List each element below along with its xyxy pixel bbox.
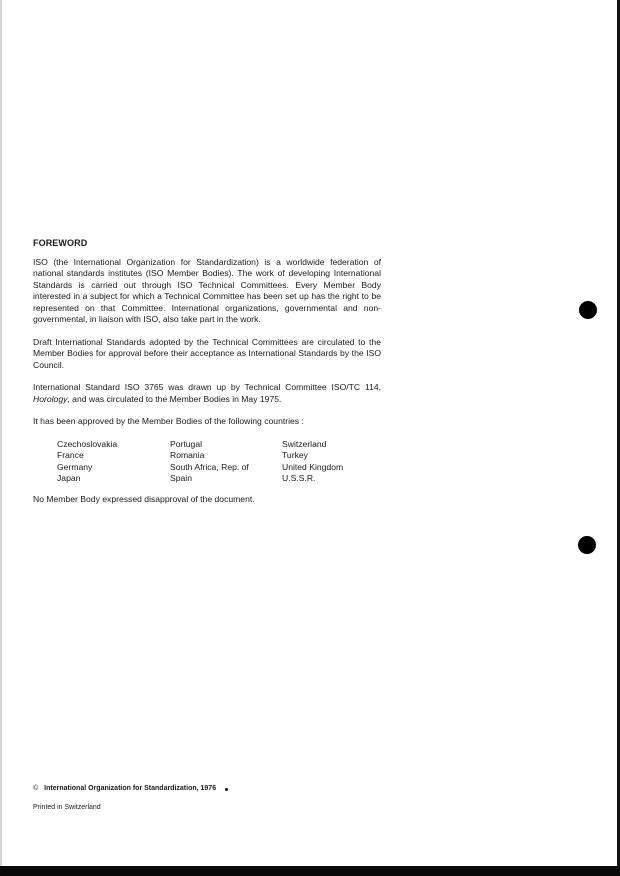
country: Czechoslovakia xyxy=(57,438,118,449)
country: Japan xyxy=(57,473,81,483)
committee-name: Horology xyxy=(33,393,68,404)
country: France xyxy=(57,450,84,460)
punch-hole-icon xyxy=(578,536,596,554)
copyright-text: International Organization for Standardization, 1976 xyxy=(44,785,217,792)
country: Portugal xyxy=(170,438,203,449)
copyright-icon: © xyxy=(33,785,39,792)
countries-list xyxy=(57,439,381,485)
foreword-section xyxy=(33,238,381,516)
bullet-dot-icon xyxy=(225,788,228,791)
paragraph-iso-intro: ISO (the International Organization for Standardization) is a worldwide federation of national standards institutes (ISO Member Bodies). The work of developing International Standards is carried out through ISO Technical Committees. Every Member Body interested in a subject for which a Technical Committee has been set up has the right to be represented on that Committee. International organizations, governmental and non-governmental, in liaison with ISO, also take part in the work. xyxy=(33,256,381,324)
paragraph-disapproval-note: No Member Body expressed disapproval of the document. xyxy=(33,493,255,504)
page-left-edge xyxy=(0,0,2,866)
punch-hole-icon xyxy=(579,301,597,319)
country: Germany xyxy=(57,461,93,472)
standard-text-before: International Standard ISO 3765 was drawn up by Technical Committee ISO/TC 114, xyxy=(33,382,381,392)
country: United Kingdom xyxy=(282,461,344,472)
country: Switzerland xyxy=(282,438,327,449)
paragraph-standard-origin xyxy=(33,382,381,405)
country: South Africa, Rep. of xyxy=(170,461,249,472)
standard-text-after: , and was circulated to the Member Bodies in May 1975. xyxy=(67,393,282,404)
paragraph-draft-standards: Draft International Standards adopted by the Technical Committees are circulated to the Member Bodies for approval before their acceptance as International Standards by the ISO Council. xyxy=(33,336,381,370)
copyright-line xyxy=(33,784,228,794)
paragraph-approval-intro: It has been approved by the Member Bodies of the following countries : xyxy=(33,416,304,426)
page-bottom-edge xyxy=(0,866,620,876)
printed-location: Printed in Switzerland xyxy=(33,804,101,811)
page-footer xyxy=(33,784,228,813)
section-heading: FOREWORD xyxy=(33,238,88,248)
country: Turkey xyxy=(282,450,308,460)
country: U.S.S.R. xyxy=(282,473,316,483)
country: Spain xyxy=(170,473,192,483)
country: Romania xyxy=(170,450,205,460)
